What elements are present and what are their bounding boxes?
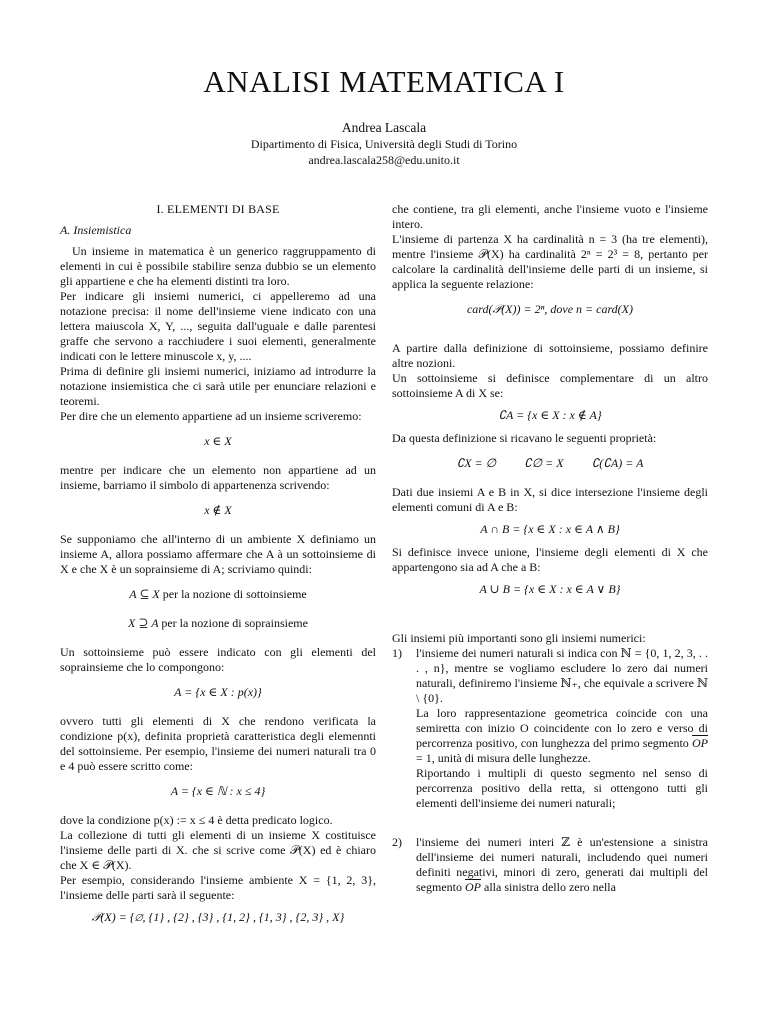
paragraph: Per esempio, considerando l'insieme ambiente X = {1, 2, 3}, l'insieme delle parti sarà il seguente: — [60, 873, 376, 902]
paragraph: Gli insiemi più importanti sono gli insiemi numerici: — [392, 631, 646, 645]
author-affiliation: Dipartimento di Fisica, Università degli Studi di Torino — [250, 137, 518, 151]
list-text: l'insieme dei numeri naturali si indica con ℕ = {0, 1, 2, 3, . . . , n}, mentre se vogliamo escludere lo zero dai numeri naturali, definiremo l'insieme ℕ₊, che equivale a scrivere ℕ \ {0}. — [416, 646, 708, 705]
equation-math: X ⊇ A — [128, 616, 159, 630]
paper-title: ANALISI MATEMATICA I — [203, 64, 565, 99]
list-text-part: l'insieme dei numeri interi ℤ è un'estensione a sinistra dell'insieme dei numeri naturali, includendo quei numeri definiti negativi, minori di zero, generati dai multipli del segmento — [416, 835, 708, 894]
equation-text: per la nozione di sottoinsieme — [162, 587, 307, 601]
segment-op: $\overline{OP}$ — [465, 880, 481, 894]
list-item — [392, 835, 708, 895]
equation: A ∪ B = {x ∈ X : x ∈ A ∨ B} — [479, 582, 621, 596]
left-column — [60, 202, 376, 933]
paragraph: L'insieme di partenza X ha cardinalità n = 3 (ha tre elementi), mentre l'insieme 𝒫(X) ha cardinalità 2ⁿ = 2³ = 8, pertanto per calcolare la cardinalità dell'insieme delle parti di un insieme, si applica la seguente relazione: — [392, 232, 708, 291]
equation-text: per la nozione di soprainsieme — [161, 616, 308, 630]
paragraph: mentre per indicare che un elemento non appartiene ad un insieme, barriamo il simbolo di appartenenza scrivendo: — [60, 463, 376, 492]
paragraph: Per dire che un elemento appartiene ad un insieme scriveremo: — [60, 409, 362, 423]
paragraph: A partire dalla definizione di sottoinsieme, possiamo definire altre nozioni. — [392, 341, 708, 370]
paragraph: Dati due insiemi A e B in X, si dice intersezione l'insieme degli elementi comuni di A e B: — [392, 485, 708, 514]
list-text-part: = 1, unità di misura delle lunghezze. — [416, 751, 591, 765]
equation-row — [392, 456, 708, 471]
equation: card(𝒫(X)) = 2ⁿ, dove n = card(X) — [466, 302, 634, 316]
paragraph: Un sottoinsieme si definisce complementare di un altro sottoinsieme A di X se: — [392, 371, 708, 400]
right-column — [392, 202, 708, 895]
equation: A = {x ∈ X : p(x)} — [174, 685, 262, 699]
list-text — [416, 706, 708, 766]
paragraph: dove la condizione p(x) := x ≤ 4 è detta predicato logico. — [60, 813, 333, 827]
spacer — [392, 605, 708, 631]
list-item — [392, 646, 708, 811]
equation: A ∩ B = {x ∈ X : x ∈ A ∧ B} — [480, 522, 620, 536]
paragraph: che contiene, tra gli elementi, anche l'insieme vuoto e l'insieme intero. — [392, 202, 708, 231]
segment-op: $\overline{OP}$ — [692, 736, 708, 750]
paragraph: Un sottoinsieme può essere indicato con gli elementi del soprainsieme che lo compongono: — [60, 645, 376, 674]
list-text-part: La loro rappresentazione geometrica coincide con una semiretta con inizio O coincidente con lo zero e verso di percorrenza positivo, con lunghezza del primo segmento — [416, 706, 708, 750]
author-email: andrea.lascala258@edu.unito.it — [308, 153, 460, 167]
paragraph: Un insieme in matematica è un generico raggruppamento di elementi in cui è possibile stabilire senza dubbio se un elemento gli appartiene e che ha elementi distinti tra loro. — [60, 244, 376, 288]
list-text: Riportando i multipli di questo segmento nel senso di percorrenza positivo della retta, si ottengono tutti gli elementi dell'insieme dei numeri naturali; — [416, 766, 708, 810]
equation: x ∈ X — [204, 434, 232, 448]
paragraph: Da questa definizione si ricavano le seguenti proprietà: — [392, 431, 657, 445]
paragraph: ovvero tutti gli elementi di X che rendono verificata la condizione p(x), definita proprietà caratteristica degli elemennti del sottoinsieme. Per esempio, l'insieme dei numeri naturali tra 0 e 4 può essere scritto come: — [60, 714, 376, 773]
paragraph: Si definisce invece unione, l'insieme degli elementi di X che appartengono sia ad A che a B: — [392, 545, 708, 574]
list-text — [416, 835, 708, 895]
equation — [60, 616, 376, 631]
paragraph: Per indicare gli insiemi numerici, ci appelleremo ad una notazione precisa: il nome dell'insieme viene indicato con una lettera maiuscola X, Y, ..., seguita dall'uguale e dalle parentesi graffe che servono a racchiudere i suoi elementi, generalmente indicati con le lettere minuscole x, y, .... — [60, 289, 376, 363]
paragraph: La collezione di tutti gli elementi di un insieme X costituisce l'insieme delle parti di X. che si scrive come 𝒫(X) ed è chiaro che X ∈ 𝒫(X). — [60, 828, 376, 872]
spacer — [392, 331, 708, 341]
section-heading: I. ELEMENTI DI BASE — [156, 202, 280, 216]
equation: 𝒫(X) = {∅, {1} , {2} , {3} , {1, 2} , {1, 3} , {2, 3} , X} — [91, 910, 345, 924]
author-name: Andrea Lascala — [341, 120, 427, 135]
equation: ∁(∁A) = A — [591, 456, 644, 470]
subsection-heading: A. Insiemistica — [60, 223, 132, 237]
equation: A = {x ∈ ℕ : x ≤ 4} — [170, 784, 266, 798]
list-text-part: alla sinistra dello zero nella — [484, 880, 616, 894]
equation — [60, 587, 376, 602]
equation: ∁A = {x ∈ X : x ∉ A} — [498, 408, 602, 422]
equation-math: A ⊆ X — [129, 587, 160, 601]
paragraph: Se supponiamo che all'interno di un ambiente X definiamo un insieme A, allora possiamo affermare che A à un sottoinsieme di X e che X è un soprainsieme di A; scriviamo quindi: — [60, 532, 376, 576]
equation: x ∉ X — [204, 503, 232, 517]
list-number: 2) — [392, 835, 402, 849]
paragraph: Prima di definire gli insiemi numerici, iniziamo ad introdurre la notazione insiemistica che ci sarà utile per enunciare relazioni e teoremi. — [60, 364, 376, 408]
equation: ∁X = ∅ — [456, 456, 497, 470]
equation: ∁∅ = X — [524, 456, 564, 470]
numeric-sets-list — [392, 646, 708, 895]
list-number: 1) — [392, 646, 402, 660]
